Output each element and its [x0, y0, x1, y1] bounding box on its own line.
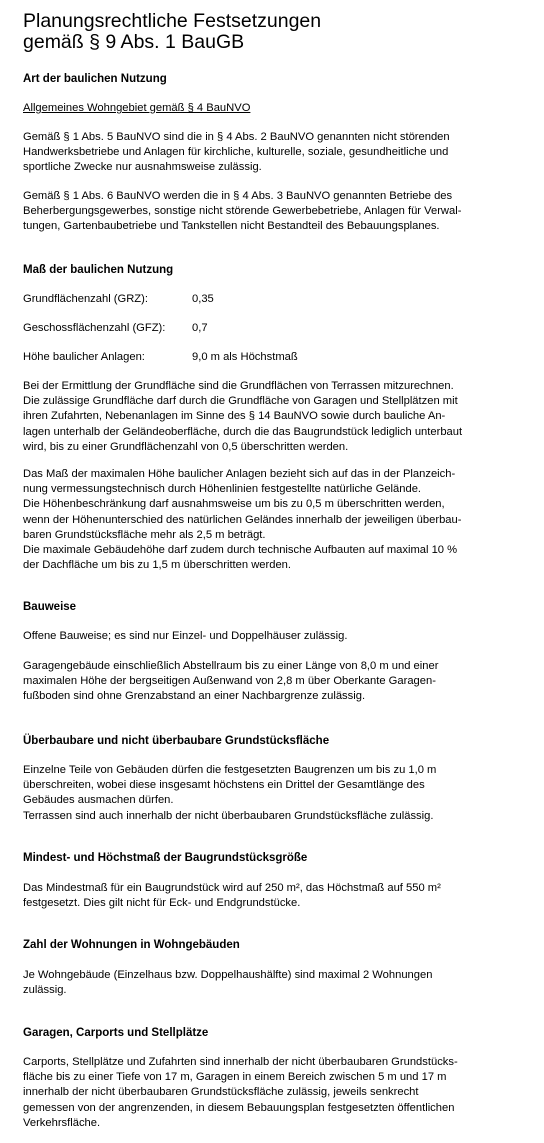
text-line: Das Mindestmaß für ein Baugrundstück wird auf 250 m², das Höchstmaß auf 550 m² — [23, 882, 441, 894]
text-line: Carports, Stellplätze und Zufahrten sind innerhalb der nicht überbaubaren Grundstücks- — [23, 1056, 458, 1068]
section-heading-art: Art der baulichen Nutzung — [23, 73, 167, 85]
paragraph-garagen-1 — [23, 1055, 523, 1131]
text-line: Bei der Ermittlung der Grundfläche sind die Grundflächen von Terrassen mitzurechnen. — [23, 380, 454, 392]
text-line: Beherbergungsgewerbes, sonstige nicht störende Gewerbebetriebe, Anlagen für Verwal- — [23, 205, 462, 218]
text-line: Handwerksbetriebe und Anlagen für kirchliche, kulturelle, soziale, gesundheitliche und — [23, 146, 449, 159]
text-line: fußboden sind ohne Grenzabstand an einer Nachbargrenze zulässig. — [23, 690, 366, 703]
text-line: nung vermessungstechnisch durch Höhenlinien festgestellte natürliche Gelände. — [23, 483, 422, 496]
text-line: Offene Bauweise; es sind nur Einzel- und Doppelhäuser zulässig. — [23, 630, 348, 642]
row-value: 9,0 m als Höchstmaß — [192, 351, 298, 363]
text-line: Einzelne Teile von Gebäuden dürfen die festgesetzten Baugrenzen um bis zu 1,0 m — [23, 764, 437, 776]
paragraph-groesse-1 — [23, 881, 523, 911]
text-line: überschreiten, wobei diese insgesamt höchstens ein Drittel der Gesamtlänge des — [23, 779, 425, 792]
text-line: Die maximale Gebäudehöhe darf zudem durch technische Aufbauten auf maximal 10 % — [23, 544, 458, 557]
title-line: gemäß § 9 Abs. 1 BauGB — [23, 31, 245, 53]
subsection-heading-wohngebiet: Allgemeines Wohngebiet gemäß § 4 BauNVO — [23, 102, 251, 114]
text-line: lagen unterhalb der Geländeoberfläche, durch die das Baugrundstück lediglich unterbaut — [23, 425, 463, 438]
text-line: sportliche Zwecke nur ausnahmsweise zulässig. — [23, 161, 262, 174]
row-value: 0,35 — [192, 293, 214, 305]
section-heading-garagen: Garagen, Carports und Stellplätze — [23, 1027, 209, 1039]
paragraph-art-2 — [23, 189, 523, 235]
text-line: Je Wohngebäude (Einzelhaus bzw. Doppelhaushälfte) sind maximal 2 Wohnungen — [23, 969, 433, 981]
text-line: Garagengebäude einschließlich Abstellraum bis zu einer Länge von 8,0 m und einer — [23, 660, 439, 672]
text-line: Gemäß § 1 Abs. 5 BauNVO sind die in § 4 Abs. 2 BauNVO genannten nicht störenden — [23, 131, 450, 143]
text-line: wenn der Höhenunterschied des natürlichen Geländes innerhalb der jeweiligen überbau- — [23, 513, 462, 526]
text-line: festgesetzt. Dies gilt nicht für Eck- und Endgrundstücke. — [23, 897, 301, 910]
paragraph-art-1 — [23, 130, 523, 176]
text-line: gemessen von der angrenzenden, in diesem Bebauungsplan festgesetzten öffentlichen — [23, 1101, 455, 1114]
text-line: der Dachfläche um bis zu 1,5 m überschritten werden. — [23, 559, 292, 572]
section-heading-ueberbaubar: Überbaubare und nicht überbaubare Grundstücksfläche — [23, 735, 330, 747]
text-line: Das Maß der maximalen Höhe baulicher Anlagen bezieht sich auf das in der Planzeich- — [23, 468, 456, 480]
text-line: Gebäudes ausmachen dürfen. — [23, 794, 174, 807]
text-line: fläche bis zu einer Tiefe von 17 m, Garagen in einem Bereich zwischen 5 m und 17 m — [23, 1071, 447, 1084]
text-line: Die zulässige Grundfläche darf durch die Grundfläche von Garagen und Stellplätzen mit — [23, 395, 458, 408]
text-line: Die Höhenbeschränkung darf ausnahmsweise um bis zu 0,5 m überschritten werden, — [23, 498, 445, 511]
row-label: Grundflächenzahl (GRZ): — [23, 293, 148, 305]
paragraph-wohnungen-1 — [23, 968, 523, 998]
row-label: Geschossflächenzahl (GFZ): — [23, 322, 166, 334]
text-line: ihren Zufahrten, Nebenanlagen im Sinne des § 14 BauNVO sowie durch bauliche An- — [23, 410, 446, 423]
document-title — [23, 11, 533, 53]
text-line: tungen, Gartenbaubetriebe und Tankstellen nicht Bestandteil des Bebauungsplanes. — [23, 220, 440, 233]
row-label: Höhe baulicher Anlagen: — [23, 351, 145, 363]
section-heading-groesse: Mindest- und Höchstmaß der Baugrundstücksgröße — [23, 852, 308, 864]
text-line: Terrassen sind auch innerhalb der nicht überbaubaren Grundstücksfläche zulässig. — [23, 809, 434, 822]
text-line: maximalen Höhe der bergseitigen Außenwand von 2,8 m über Oberkante Garagen- — [23, 675, 436, 688]
text-line: wird, bis zu einer Grundflächenzahl von 0,5 überschritten werden. — [23, 440, 349, 453]
section-heading-mass: Maß der baulichen Nutzung — [23, 264, 174, 276]
paragraph-mass-1 — [23, 379, 523, 455]
section-heading-wohnungen: Zahl der Wohnungen in Wohngebäuden — [23, 939, 240, 951]
paragraph-bauweise-2 — [23, 659, 523, 705]
text-line: baren Grundstücksfläche mehr als 2,5 m beträgt. — [23, 528, 266, 541]
text-line: innerhalb der nicht überbaubaren Grundstücksfläche zulässig, jeweils senkrecht — [23, 1086, 419, 1099]
text-line: Gemäß § 1 Abs. 6 BauNVO werden die in § 4 Abs. 3 BauNVO genannten Betriebe des — [23, 190, 453, 202]
text-line: Verkehrsfläche. — [23, 1116, 101, 1129]
paragraph-mass-2 — [23, 467, 523, 573]
paragraph-ueberbaubar-1 — [23, 763, 523, 824]
title-line: Planungsrechtliche Festsetzungen — [23, 10, 322, 32]
text-line: zulässig. — [23, 984, 67, 997]
paragraph-bauweise-1 — [23, 629, 523, 644]
section-heading-bauweise: Bauweise — [23, 601, 77, 613]
row-value: 0,7 — [192, 322, 208, 334]
